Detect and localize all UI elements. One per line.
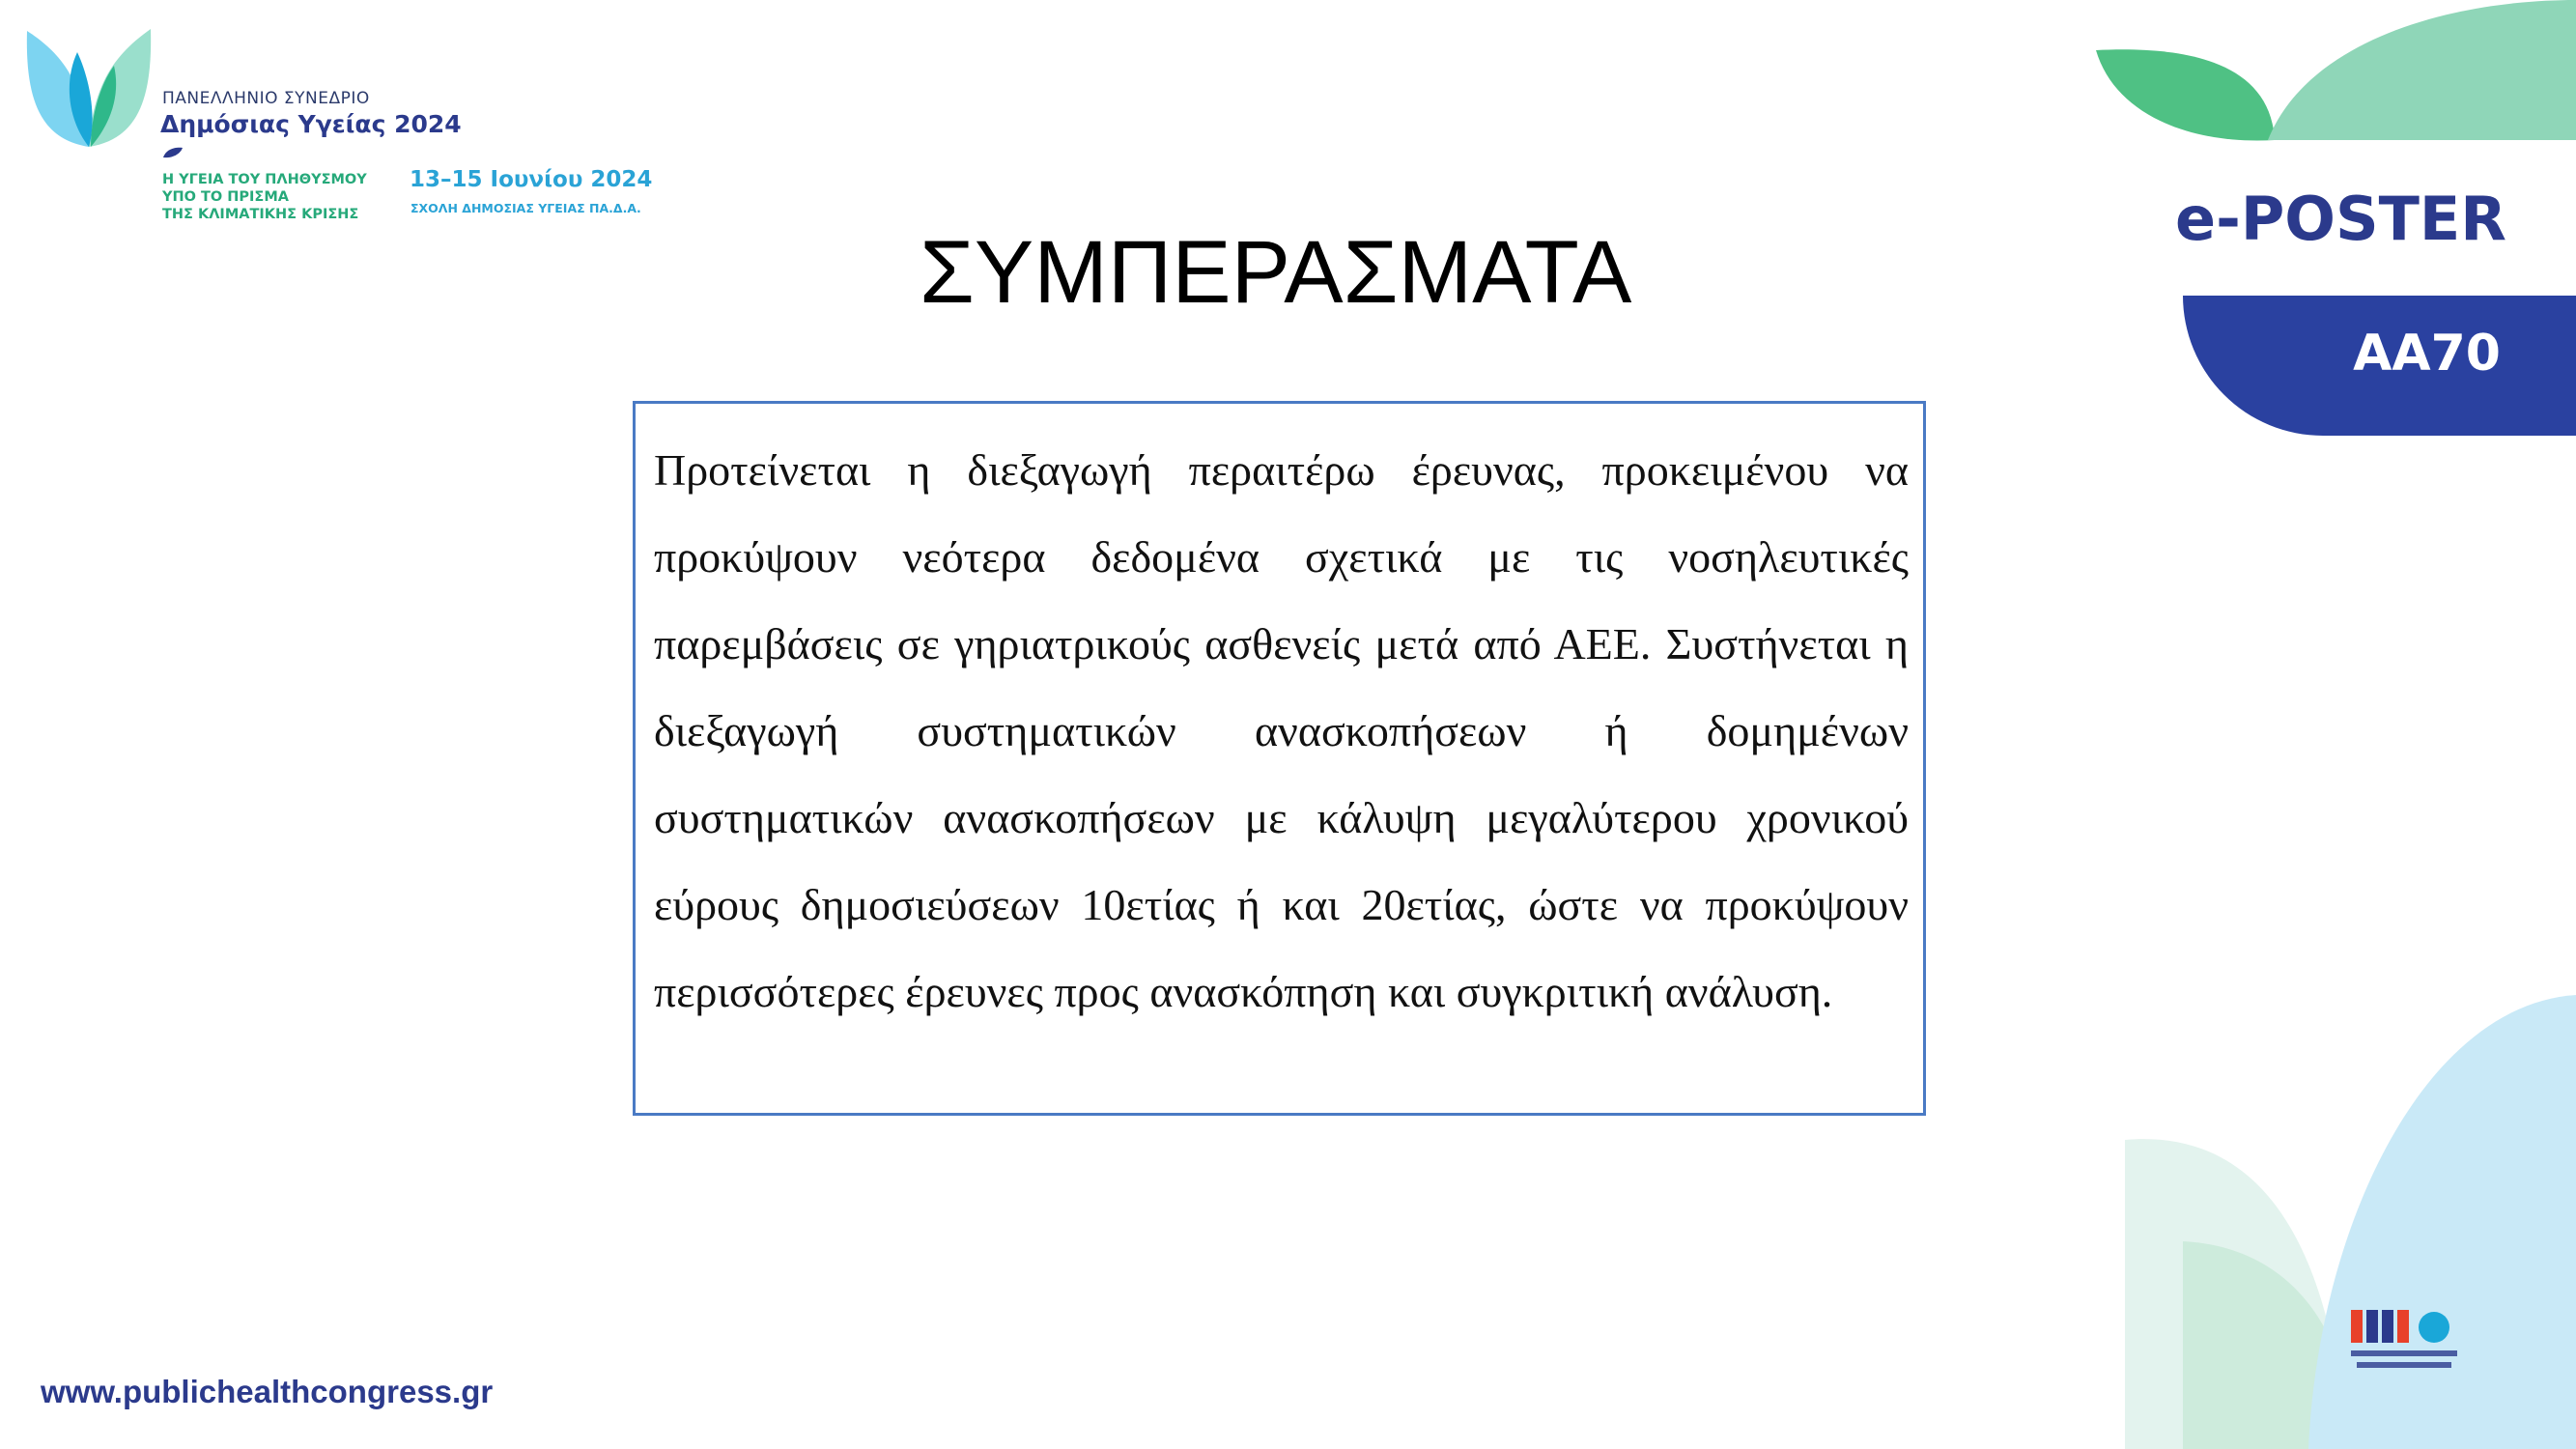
theme-line: ΤΗΣ ΚΛΙΜΑΤΙΚΗΣ ΚΡΙΣΗΣ [162, 207, 359, 222]
website-link[interactable]: www.publichealthcongress.gr [41, 1374, 494, 1409]
conference-logo-icon [21, 23, 156, 149]
conclusions-box [633, 401, 1926, 1116]
eposter-label: e-POSTER [2175, 184, 2506, 254]
conference-dates: 13–15 Ιουνίου 2024 [410, 167, 653, 192]
decorative-leaves-top [2086, 0, 2576, 145]
decorative-leaves-bottom [2115, 985, 2576, 1449]
conference-venue: ΣΧΟΛΗ ΔΗΜΟΣΙΑΣ ΥΓΕΙΑΣ ΠΑ.Δ.Α. [410, 201, 641, 215]
leaf-icon [162, 147, 184, 158]
conference-name: Δημόσιας Υγείας 2024 [160, 110, 462, 138]
conference-subtitle: ΠΑΝΕΛΛΗΝΙΟ ΣΥΝΕΔΡΙΟ [162, 89, 370, 108]
theme-line: ΥΠΟ ΤΟ ΠΡΙΣΜΑ [162, 189, 289, 205]
theme-line: Η ΥΓΕΙΑ ΤΟΥ ΠΛΗΘΥΣΜΟΥ [162, 172, 367, 187]
poster-code: AA70 [2353, 325, 2501, 383]
conference-theme [162, 171, 367, 223]
conclusions-text: Προτείνεται η διεξαγωγή περαιτέρω έρευνας, προκειμένου να προκύψουν νεότερα δεδομένα σχετικά με τις νοσηλευτικές παρεμβάσεις σε γηριατρικούς ασθενείς μετά από ΑΕΕ. Συστήνεται η διεξαγωγή συστηματικών ανασκοπήσεων ή δομημένων συστηματικών ανασκοπήσεων με κάλυψη μεγαλύτερου χρονικού εύρους δημοσιεύσεων 10ετίας ή και 20ετίας, ώστε να προκύψουν περισσότερες έρευνες προς ανασκόπηση και συγκριτική ανάλυση. [654, 445, 1909, 1016]
eedy-logo-icon [2347, 1306, 2473, 1385]
page-title: ΣΥΜΠΕΡΑΣΜΑΤΑ [920, 223, 1632, 322]
